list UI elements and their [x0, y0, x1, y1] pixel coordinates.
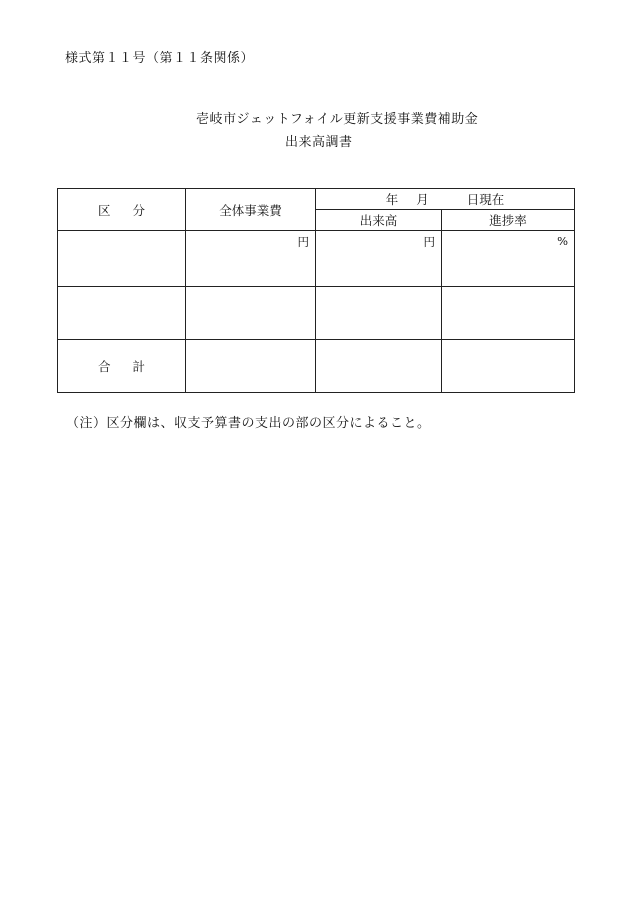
cell-progress-amount-unit: 円 — [316, 231, 442, 287]
header-category-char2: 分 — [132, 202, 146, 218]
table-header-row — [58, 189, 575, 210]
header-date-day: 日現在 — [466, 192, 505, 207]
table-row — [58, 231, 575, 287]
total-label — [58, 340, 186, 393]
document-title: 壱岐市ジェットフォイル更新支援事業費補助金 — [196, 112, 479, 127]
total-label-char1: 合 — [97, 359, 111, 374]
cell-progress-rate — [442, 287, 575, 340]
header-date-month: 月 — [416, 192, 429, 207]
header-category-char1: 区 — [97, 202, 111, 218]
progress-table — [57, 188, 575, 393]
header-total-cost: 全体事業費 — [186, 189, 316, 231]
header-progress-rate: 進捗率 — [442, 210, 575, 231]
total-progress-amount-cell — [316, 340, 442, 393]
cell-progress-rate-unit: % — [442, 231, 575, 287]
cell-category — [58, 287, 186, 340]
header-as-of-date — [316, 189, 575, 210]
table-row — [58, 287, 575, 340]
form-number: 様式第１１号（第１１条関係） — [65, 51, 255, 66]
header-date-year: 年 — [385, 192, 399, 207]
header-category — [58, 189, 186, 231]
footnote: （注）区分欄は、収支予算書の支出の部の区分によること。 — [66, 416, 431, 431]
header-progress-amount: 出来高 — [316, 210, 442, 231]
total-label-char2: 計 — [132, 359, 146, 374]
document-subtitle: 出来高調書 — [285, 135, 353, 150]
total-progress-rate-cell — [442, 340, 575, 393]
cell-total-cost-unit: 円 — [186, 231, 316, 287]
cell-category — [58, 231, 186, 287]
cell-total-cost — [186, 287, 316, 340]
table-total-row — [58, 340, 575, 393]
cell-progress-amount — [316, 287, 442, 340]
total-cost-cell — [186, 340, 316, 393]
